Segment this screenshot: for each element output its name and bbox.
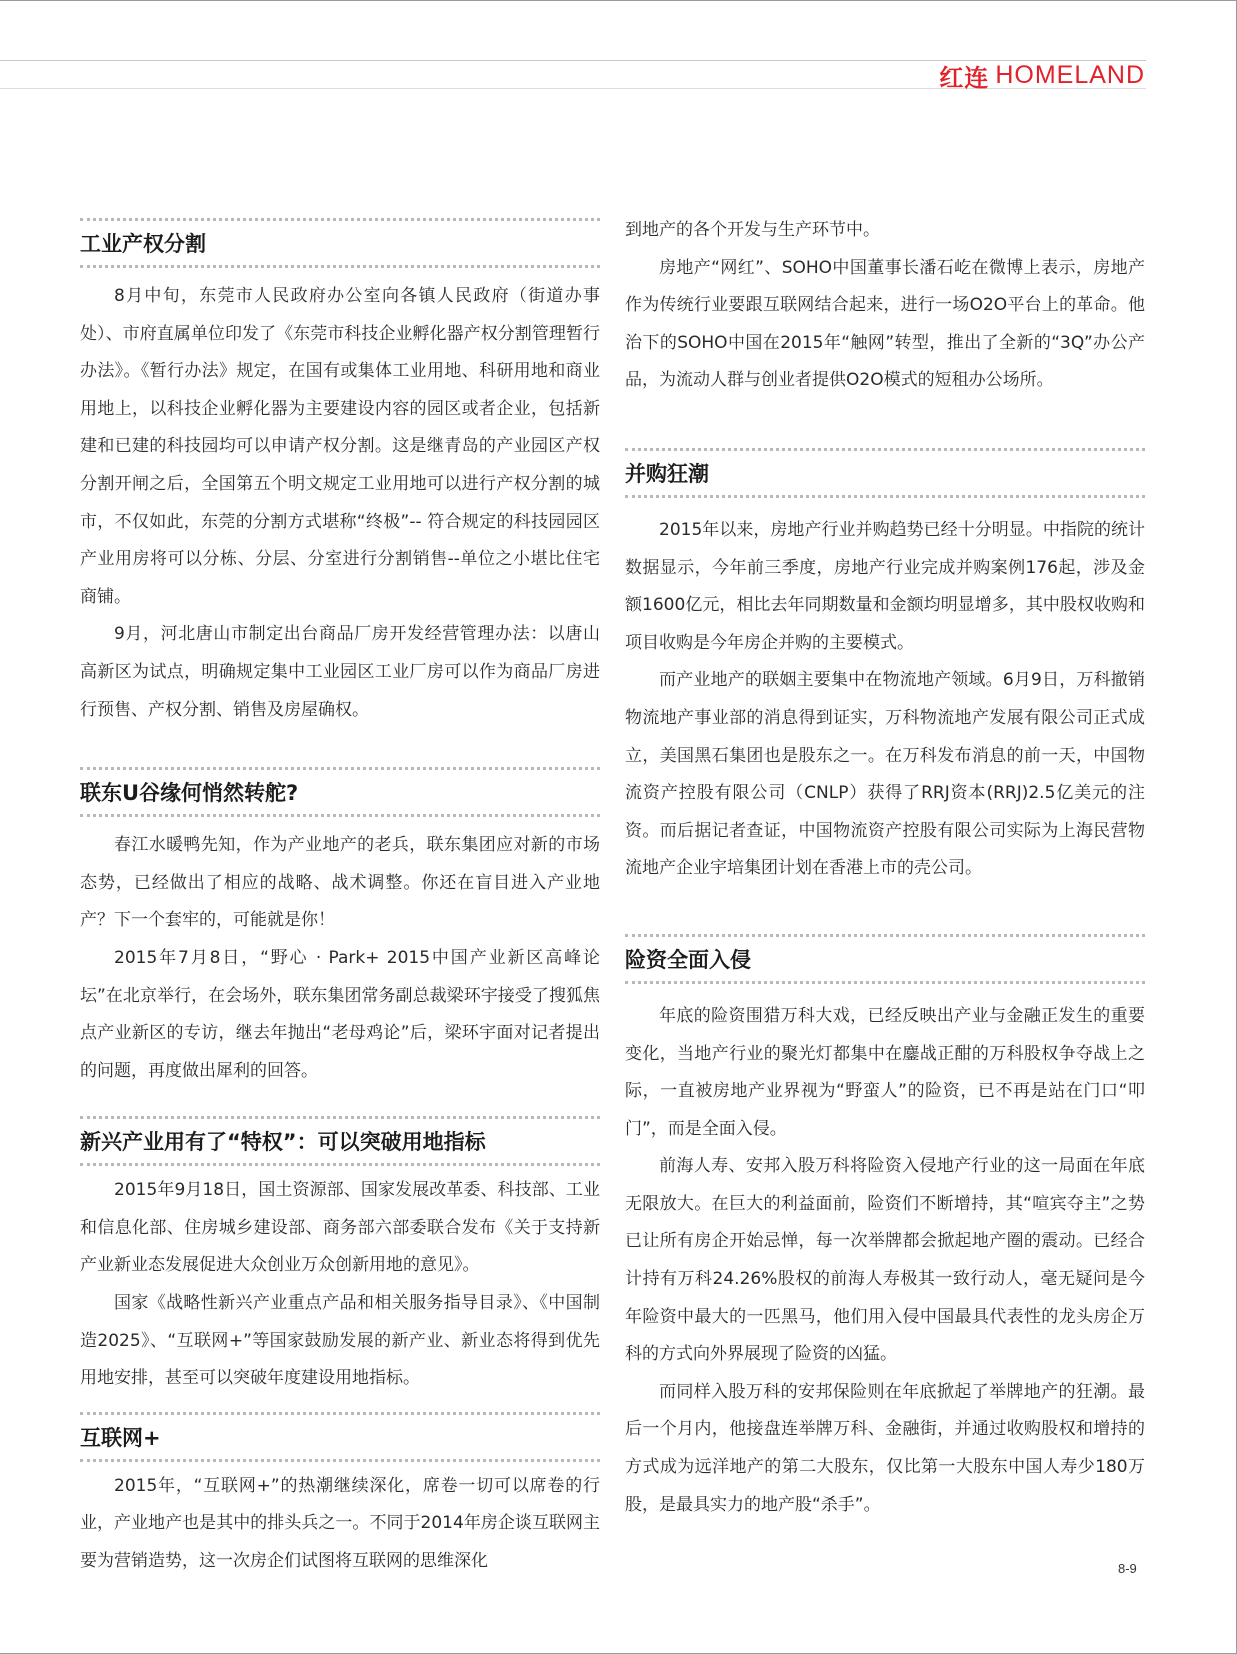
section-divider	[625, 448, 1145, 451]
spacer	[625, 400, 1145, 448]
section-title: 互联网+	[80, 1425, 161, 1450]
section-divider	[625, 934, 1145, 937]
paragraph: 前海人寿、安邦入股万科将险资入侵地产行业的这一局面在年底无限放大。在巨大的利益面前，险资们不断增持，其“喧宾夺主”之势已让所有房企开始忌惮，每一次举牌都会掀起地产圈的震动。已经合计持有万科24.26%股权的前海人寿极其一致行动人，毫无疑问是今年险资中最大的一匹黑马，他们用入侵中国最具代表性的龙头房企万科的方式向外界展现了险资的凶猛。	[625, 1156, 1145, 1365]
left-column	[80, 218, 600, 1581]
paragraph: 春江水暖鸭先知，作为产业地产的老兵，联东集团应对新的市场态势，已经做出了相应的战略、战术调整。你还在盲目进入产业地产？下一个套牢的，可能就是你！	[80, 835, 600, 931]
section-divider	[80, 265, 600, 268]
page-number: 8-9	[1118, 1561, 1137, 1576]
paragraph: 8月中旬，东莞市人民政府办公室向各镇人民政府（街道办事处）、市府直属单位印发了《东莞市科技企业孵化器产权分割管理暂行办法》。《暂行办法》规定，在国有或集体工业用地、科研用地和商业用地上，以科技企业孵化器为主要建设内容的园区或者企业，包括新建和已建的科技园均可以申请产权分割。这是继青岛的产业园区产权分割开闸之后，全国第五个明文规定工业用地可以进行产权分割的城市，不仅如此，东莞的分割方式堪称“终极”-- 符合规定的科技园园区产业用房将可以分栋、分层、分室进行分割销售--单位之小堪比住宅商铺。	[80, 286, 600, 607]
paragraph: 2015年，“互联网+”的热潮继续深化，席卷一切可以席卷的行业，产业地产也是其中的排头兵之一。不同于2014年房企谈互联网主要为营销造势，这一次房企们试图将互联网的思维深化	[80, 1475, 600, 1572]
paragraph: 2015年以来，房地产行业并购趋势已经十分明显。中指院的统计数据显示，今年前三季度，房地产行业完成并购案例176起，涉及金额1600亿元，相比去年同期数量和金额均明显增多，其中股权收购和项目收购是今年房企并购的主要模式。	[625, 519, 1145, 653]
page-border-top	[0, 0, 1237, 1]
section-divider	[80, 1412, 600, 1415]
article-section	[80, 767, 600, 1090]
spacer	[80, 1398, 600, 1412]
section-divider	[80, 218, 600, 221]
section-title: 工业产权分割	[80, 232, 206, 256]
paragraph: 年底的险资围猎万科大戏，已经反映出产业与金融正发生的重要变化，当地产行业的聚光灯都集中在鏖战正酣的万科股权争夺战上之际，一直被房地产业界视为“野蛮人”的险资，已不再是站在门口“叩门”，而是全面入侵。	[625, 1005, 1145, 1139]
paragraph: 9月，河北唐山市制定出台商品厂房开发经营管理办法：以唐山高新区为试点，明确规定集中工业园区工业厂房可以作为商品厂房进行预售、产权分割、销售及房屋确权。	[80, 624, 600, 720]
section-divider	[80, 814, 600, 817]
section-title: 险资全面入侵	[625, 947, 751, 972]
brand-name-en: HOMELAND	[995, 60, 1145, 89]
section-divider	[80, 1163, 600, 1166]
section-divider	[80, 1459, 600, 1462]
brand-logo	[905, 58, 1145, 92]
section-divider	[80, 1116, 600, 1119]
section-title: 联东U谷缘何悄然转舵?	[80, 781, 299, 806]
article-section	[80, 218, 600, 729]
paragraph-continued: 到地产的各个开发与生产环节中。	[625, 220, 880, 240]
right-column	[625, 212, 1145, 1524]
article-section	[80, 1412, 600, 1581]
brand-name-cn: 红连	[939, 63, 990, 92]
paragraph: 房地产“网红”、SOHO中国董事长潘石屹在微博上表示，房地产作为传统行业要跟互联网结合起来，进行一场O2O平台上的革命。他治下的SOHO中国在2015年“触网”转型，推出了全新的“3Q”办公产品，为流动人群与创业者提供O2O模式的短租办公场所。	[625, 257, 1145, 391]
section-divider	[625, 495, 1145, 498]
section-title: 新兴产业用有了“特权”：可以突破用地指标	[80, 1130, 486, 1155]
section-divider	[625, 981, 1145, 984]
article-section	[80, 1116, 600, 1398]
paragraph: 2015年7月8日，“野心 · Park+ 2015中国产业新区高峰论坛”在北京举行，在会场外，联东集团常务副总裁梁环宇接受了搜狐焦点产业新区的专访，继去年抛出“老母鸡论”后，梁环宇面对记者提出的问题，再度做出犀利的回答。	[80, 947, 600, 1081]
article-section	[625, 934, 1145, 1524]
spacer	[625, 888, 1145, 934]
paragraph: 2015年9月18日，国土资源部、国家发展改革委、科技部、工业和信息化部、住房城乡建设部、商务部六部委联合发布《关于支持新产业新业态发展促进大众创业万众创新用地的意见》。	[80, 1180, 600, 1276]
spacer	[80, 729, 600, 767]
paragraph: 国家《战略性新兴产业重点产品和相关服务指导目录》、《中国制造2025》、“互联网+”等国家鼓励发展的新产业、新业态将得到优先用地安排，甚至可以突破年度建设用地指标。	[80, 1293, 600, 1389]
paragraph: 而产业地产的联姻主要集中在物流地产领域。6月9日，万科撤销物流地产事业部的消息得到证实，万科物流地产发展有限公司正式成立，美国黑石集团也是股东之一。在万科发布消息的前一天，中国物流资产控股有限公司（CNLP）获得了RRJ资本(RRJ)2.5亿美元的注资。而后据记者查证，中国物流资产控股有限公司实际为上海民营物流地产企业宇培集团计划在香港上市的壳公司。	[625, 670, 1145, 879]
article-section	[625, 448, 1145, 888]
section-title: 并购狂潮	[625, 461, 709, 486]
spacer	[80, 1090, 600, 1116]
section-divider	[80, 767, 600, 770]
paragraph: 而同样入股万科的安邦保险则在年底掀起了举牌地产的狂潮。最后一个月内，他接盘连举牌万科、金融街，并通过收购股权和增持的方式成为远洋地产的第二大股东，仅比第一大股东中国人寿少180万股，是最具实力的地产股“杀手”。	[625, 1381, 1145, 1515]
